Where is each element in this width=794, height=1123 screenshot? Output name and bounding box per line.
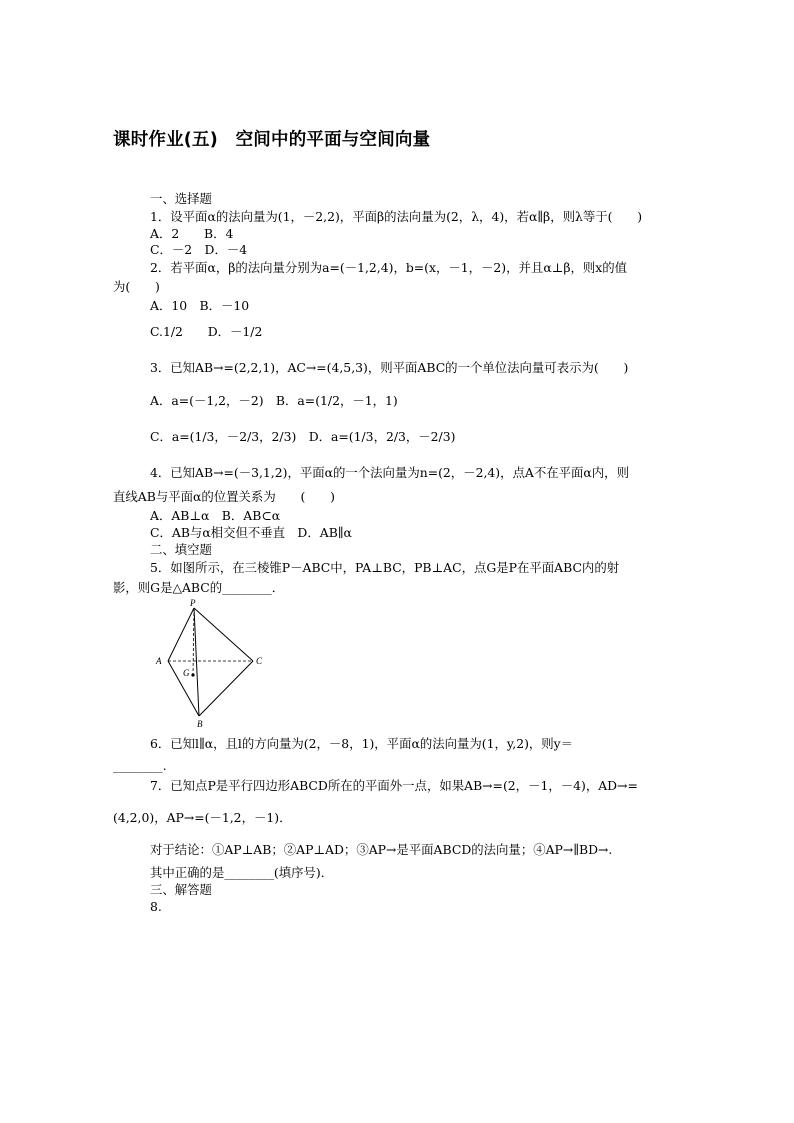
question-4: 4．已知AB→=(－3,1,2)，平面α的一个法向量为n=(2，－2,4)，点A不在平面α内，则 [150,465,629,480]
question-7-statements: 对于结论：①AP⊥AB；②AP⊥AD；③AP→是平面ABCD的法向量；④AP→∥BD→. [150,842,613,857]
question-7: 7．已知点P是平行四边形ABCD所在的平面外一点，如果AB→=(2，－1，－4)，AD→= [150,778,638,793]
edge-pc [194,608,253,661]
question-2-continued: 为( ) [113,279,160,294]
question-5: 5．如图所示，在三棱锥P－ABC中，PA⊥BC，PB⊥AC，点G是P在平面ABC内的射 [150,560,620,575]
question-8: 8. [150,899,162,914]
edge-bc [199,661,253,716]
question-4-options-ab: A．AB⊥α B．AB⊂α [150,508,281,523]
tetrahedron-figure [150,598,270,733]
question-4-options-cd: C．AB与α相交但不垂直 D．AB∥α [150,525,352,540]
question-2-options-ab: A．10 B．－10 [150,298,250,313]
question-6: 6．已知l∥α，且l的方向量为(2，－8，1)，平面α的法向量为(1，y,2)，则y＝ [150,736,574,751]
label-g: G [183,668,190,678]
question-4-continued: 直线AB与平面α的位置关系为 ( ) [113,489,335,504]
point-g [191,673,194,676]
section-heading-fill: 二、填空题 [150,542,212,557]
question-6-continued: ________. [113,758,167,773]
label-b: B [197,719,203,729]
question-2: 2．若平面α，β的法向量分别为a=(－1,2,4)，b=(x，－1，－2)，并且α⊥β，则x的值 [150,260,628,275]
question-3-options-ab: A．a=(－1,2，－2) B．a=(1/2，－1，1) [150,393,398,408]
edge-pa [168,608,194,661]
label-c: C [256,656,263,666]
question-3: 3．已知AB→=(2,2,1)，AC→=(4,5,3)，则平面ABC的一个单位法向量可表示为( ) [150,360,629,375]
question-3-options-cd: C．a=(1/3，－2/3，2/3) D．a=(1/3，2/3，－2/3) [150,429,456,444]
edge-pb [194,608,199,716]
question-1-options-cd: C．－2 D．－4 [150,242,248,257]
question-5-continued: 影，则G是△ABC的________． [113,580,285,595]
label-p: P [190,598,196,608]
segment-pg-hidden [193,608,194,675]
question-7-continued: (4,2,0)，AP→=(－1,2，－1)． [113,810,292,825]
page-title: 课时作业(五) 空间中的平面与空间向量 [113,130,431,150]
label-a: A [156,656,162,666]
question-2-options-cd: C.1/2 D．－1/2 [150,324,263,339]
question-1: 1．设平面α的法向量为(1，－2,2)，平面β的法向量为(2，λ，4)，若α∥β，则λ等于( ) [150,209,643,224]
section-heading-choice: 一、选择题 [150,191,212,206]
question-7-answer-line: 其中正确的是________(填序号)． [150,865,334,880]
question-1-options-ab: A．2 B．4 [150,226,234,241]
section-heading-solve: 三、解答题 [150,882,212,897]
